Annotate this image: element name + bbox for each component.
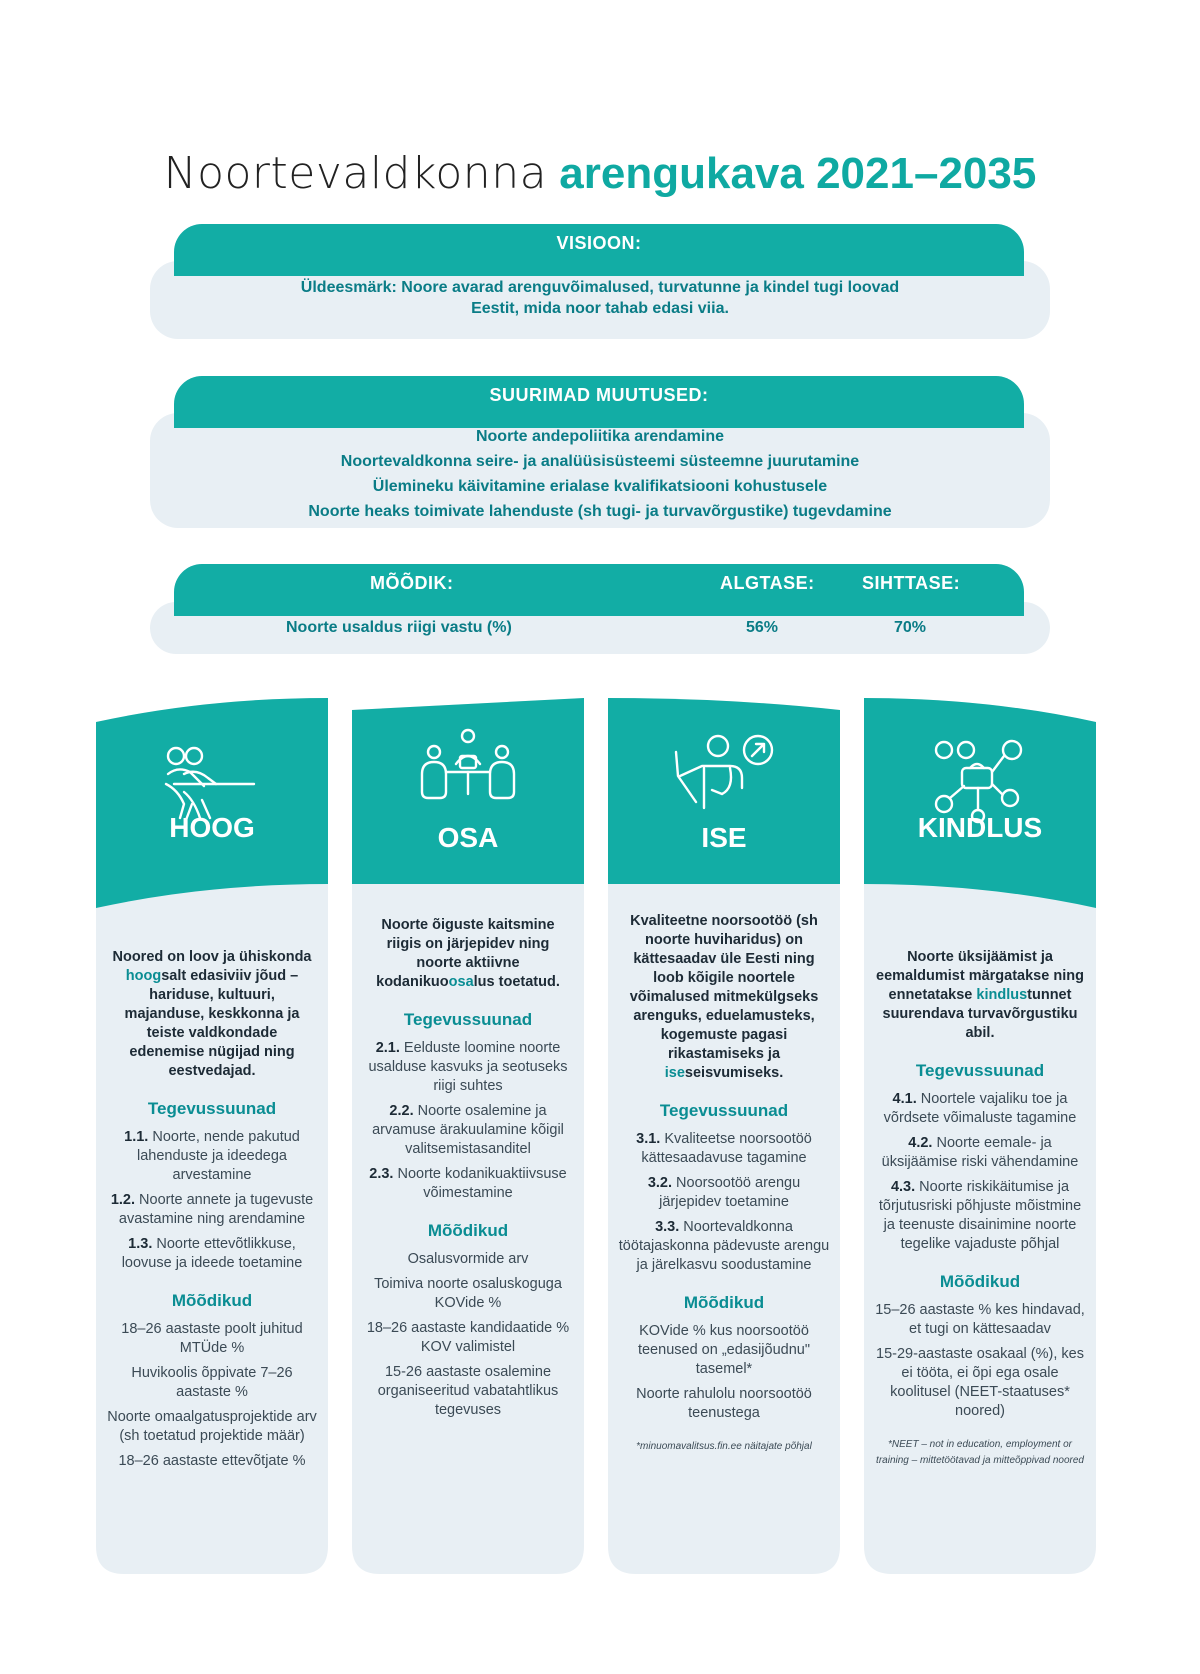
- direction-text: Noorsootöö arengu järjepidev toetamine: [659, 1175, 801, 1210]
- desc-highlight: ise: [664, 1065, 685, 1081]
- metric-item: Noorte rahulolu noorsootöö teenustega: [636, 1386, 812, 1421]
- metrics-heading: Mõõdikud: [683, 1293, 765, 1312]
- metric-target-value: 70%: [894, 619, 927, 636]
- desc-text: lus toetatud.: [473, 974, 560, 990]
- directions-heading: Tegevussuunad: [403, 1010, 533, 1029]
- desc-text: seisvumiseks.: [684, 1065, 784, 1081]
- desc-highlight: osa: [448, 974, 474, 990]
- pillar-content: [864, 948, 1096, 1469]
- metric-item: Huvikoolis õppivate 7–26 aastaste %: [131, 1365, 293, 1400]
- desc-text: salt edasiviiv jõud – hariduse, kultuuri, majanduse, keskkonna ja teiste valdkondade edenemise nügijad ning eestvedajad.: [124, 968, 300, 1079]
- pillar-description: [608, 912, 840, 1083]
- direction-text: Noorte kodanikuaktiivsuse võimestamine: [397, 1166, 567, 1201]
- pillar-hoog: [96, 698, 328, 1574]
- pillar-content: [96, 948, 328, 1477]
- change-item: Noorte andepoliitika arendamine: [475, 428, 725, 445]
- metrics-heading: Mõõdikud: [171, 1291, 253, 1310]
- direction-text: Noorte eemale- ja üksijäämise riski vähendamine: [881, 1135, 1079, 1170]
- pillar-description: [864, 948, 1096, 1043]
- pillar-content: [352, 916, 584, 1426]
- direction-number: 3.3.: [655, 1219, 680, 1235]
- direction-item: [864, 1134, 1096, 1172]
- direction-item: [608, 1174, 840, 1212]
- direction-number: 3.2.: [647, 1175, 672, 1191]
- metric-item: 18–26 aastaste ettevõtjate %: [118, 1453, 306, 1469]
- changes-header: SUURIMAD MUUTUSED:: [174, 376, 1024, 428]
- metrics-heading: Mõõdikud: [939, 1272, 1021, 1291]
- desc-text: Noored on loov ja ühiskonda: [112, 949, 312, 965]
- meeting-table-icon: [418, 728, 518, 802]
- metric-baseline-label: ALGTASE:: [720, 573, 815, 593]
- metric-item: 15-26 aastaste osalemine organiseeritud vabatahtlikus tegevuses: [377, 1364, 559, 1418]
- direction-item: [608, 1218, 840, 1275]
- direction-number: 2.2.: [389, 1103, 414, 1119]
- direction-text: Kvaliteetse noorsootöö kättesaadavuse tagamine: [641, 1131, 812, 1166]
- metric-header: [174, 564, 1024, 616]
- direction-item: [352, 1039, 584, 1096]
- direction-item: [864, 1090, 1096, 1128]
- directions-heading: Tegevussuunad: [147, 1099, 277, 1118]
- change-item: Noorte heaks toimivate lahenduste (sh tugi- ja turvavõrgustike) tugevdamine: [308, 503, 892, 520]
- metric-item: 18–26 aastaste kandidaatide % KOV valimistel: [366, 1320, 570, 1355]
- pillar-content: [608, 912, 840, 1455]
- direction-number: 1.3.: [128, 1236, 153, 1252]
- directions-heading: Tegevussuunad: [659, 1101, 789, 1120]
- pillar-title: HOOG: [169, 812, 255, 843]
- direction-text: Noorte riskikäitumise ja tõrjutusriski põhjuste mõistmine ja teenuste disainimine noorte tegelike vajaduste põhjal: [878, 1179, 1082, 1252]
- desc-text: Noorte õiguste kaitsmine riigis on järjepidev ning noorte aktiivne kodanikuo: [376, 917, 555, 990]
- vision-line-1: Üldeesmärk: Noore avarad arenguvõimalused, turvatunne ja kindel tugi loovad: [300, 279, 900, 296]
- metric-baseline-value: 56%: [746, 619, 779, 636]
- metric-name: Noorte usaldus riigi vastu (%): [286, 619, 512, 636]
- metric-item: Osalusvormide arv: [407, 1251, 529, 1267]
- pillar-title: OSA: [437, 822, 499, 853]
- desc-text: Noorte üksijäämist ja eemaldumist märgatakse ning ennetatakse: [876, 949, 1084, 1003]
- direction-number: 4.3.: [890, 1179, 916, 1195]
- metric-target-label: SIHTTASE:: [862, 573, 961, 593]
- page-title: [0, 146, 1200, 202]
- change-item: Ülemineku käivitamine erialase kvalifikatsiooni kohustusele: [372, 478, 828, 495]
- direction-number: 3.1.: [636, 1131, 661, 1147]
- direction-number: 1.1.: [124, 1129, 149, 1145]
- desc-text: tunnet suurendava turvavõrgustiku abil.: [882, 987, 1078, 1041]
- pillar-title: ISE: [701, 822, 747, 853]
- page-title-light: Noortevaldkonna: [163, 148, 548, 199]
- pillar-description: [96, 948, 328, 1081]
- metrics-heading: Mõõdikud: [427, 1221, 509, 1240]
- desc-highlight: hoog: [125, 968, 162, 984]
- metric-item: KOVide % kus noorsootöö teenused on „edasijõudnu" tasemel*: [637, 1323, 811, 1377]
- metric-item: 18–26 aastaste poolt juhitud MTÜde %: [121, 1321, 303, 1356]
- direction-number: 4.1.: [892, 1091, 917, 1107]
- footnote: *NEET – not in education, employment or training – mittetöötavad ja mitteõppivad noored: [876, 1439, 1084, 1466]
- pillar-kindlus: [864, 698, 1096, 1574]
- directions-heading: Tegevussuunad: [915, 1061, 1045, 1080]
- direction-text: Noorte ettevõtlikkuse, loovuse ja ideede toetamine: [121, 1236, 303, 1271]
- person-growth-icon: [672, 732, 776, 812]
- metric-item: Toimiva noorte osaluskoguga KOVide %: [374, 1276, 562, 1311]
- direction-text: Eelduste loomine noorte usalduse kasvuks ja seotuseks riigi suhtes: [368, 1040, 568, 1094]
- direction-item: [864, 1178, 1096, 1254]
- direction-item: [96, 1191, 328, 1229]
- pillar-description: [352, 916, 584, 992]
- pillar-osa: [352, 698, 584, 1574]
- direction-text: Noorte annete ja tugevuste avastamine ning arendamine: [118, 1192, 314, 1227]
- direction-text: Noortevaldkonna töötajaskonna pädevuste arengu ja järelkasvu soodustamine: [618, 1219, 830, 1273]
- metric-item: 15–26 aastaste % kes hindavad, et tugi on kättesaadav: [875, 1302, 1085, 1337]
- direction-number: 4.2.: [908, 1135, 933, 1151]
- direction-number: 2.1.: [375, 1040, 400, 1056]
- direction-number: 2.3.: [369, 1166, 394, 1182]
- desc-text: Kvaliteetne noorsootöö (sh noorte huviharidus) on kättesaadav üle Eesti ning loob kõigile noortele võimalused mitmekülgseks arenguks, eduelamusteks, kogemuste pagasi rikastamiseks ja: [629, 913, 819, 1062]
- direction-item: [352, 1165, 584, 1203]
- direction-item: [352, 1102, 584, 1159]
- footnote: *minuomavalitsus.fin.ee näitajate põhjal: [636, 1441, 812, 1452]
- change-item: Noortevaldkonna seire- ja analüüsisüsteemi süsteemne juurutamine: [340, 453, 860, 470]
- direction-item: [608, 1130, 840, 1168]
- vision-header: VISIOON:: [174, 224, 1024, 276]
- direction-text: Noorte, nende pakutud lahenduste ja ideedega arvestamine: [137, 1129, 300, 1183]
- metric-item: 15-29-aastaste osakaal (%), kes ei tööta, ei õpi ega osale koolitusel (NEET-staatuses* noored): [876, 1346, 1084, 1419]
- direction-item: [96, 1235, 328, 1273]
- changes-box: [150, 413, 1050, 528]
- vision-line-2: Eestit, mida noor tahab edasi viia.: [471, 300, 729, 317]
- direction-text: Noorte osalemine ja arvamuse ärakuulamine kõigil valitsemistasanditel: [372, 1103, 564, 1157]
- metric-item: Noorte omaalgatusprojektide arv (sh toetatud projektide määr): [107, 1409, 317, 1444]
- page-title-bold: arengukava 2021–2035: [559, 149, 1037, 198]
- metric-label: MÕÕDIK:: [370, 573, 454, 593]
- pillar-title: KINDLUS: [917, 812, 1043, 843]
- pillar-ise: [608, 698, 840, 1574]
- direction-text: Noortele vajaliku toe ja võrdsete võimaluste tagamine: [883, 1091, 1077, 1126]
- desc-highlight: kindlus: [976, 987, 1028, 1003]
- direction-item: [96, 1128, 328, 1185]
- direction-number: 1.2.: [110, 1192, 136, 1208]
